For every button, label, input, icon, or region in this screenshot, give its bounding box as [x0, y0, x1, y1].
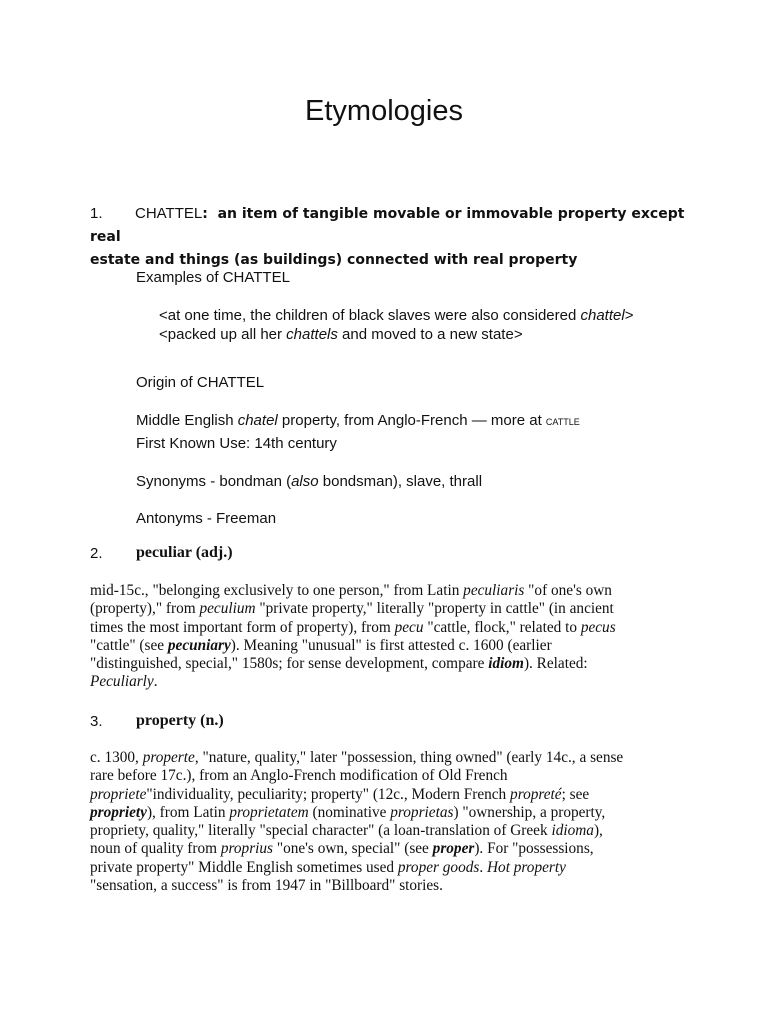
entry-property-heading: property (n.) — [136, 712, 224, 729]
body-line: "distinguished, special," 1580s; for sense development, compare idiom). Related: — [90, 655, 588, 673]
origin-text: Middle English chatel property, from Anglo-French — more at cattle — [136, 412, 580, 429]
entry-number: 1. — [90, 205, 103, 222]
example-sentence: <packed up all her chattels and moved to a new state> — [159, 326, 523, 343]
cross-reference: propriety — [90, 803, 147, 821]
synonyms: Synonyms - bondman (also bondsman), slave, thrall — [136, 473, 483, 490]
body-line: times the most important form of property), from pecu "cattle, flock," related to pecus — [90, 618, 616, 636]
entry-number: 3. — [90, 713, 103, 730]
definition-line: an item of tangible movable or immovable property except real — [90, 206, 685, 245]
cross-reference: proper — [432, 840, 475, 858]
origin-heading: Origin of CHATTEL — [136, 374, 265, 391]
page-title: Etymologies — [305, 95, 463, 127]
body-line: Peculiarly. — [90, 673, 158, 691]
headword: CHATTEL — [135, 205, 203, 222]
examples-heading: Examples of CHATTEL — [136, 269, 290, 286]
body-line: "cattle" (see pecuniary). Meaning "unusual" is first attested c. 1600 (earlier — [90, 636, 552, 654]
cross-reference: cattle — [545, 413, 580, 428]
body-line: propriete"individuality, peculiarity; property" (12c., Modern French propreté; see — [90, 785, 590, 803]
cross-reference: pecuniary — [167, 636, 231, 654]
body-line: propriety, quality," literally "special character" (a loan-translation of Greek idioma), — [90, 822, 603, 840]
entry-peculiar-body — [90, 582, 680, 692]
body-line: c. 1300, properte, "nature, quality," later "possession, thing owned" (early 14c., a sense — [90, 749, 624, 766]
example-sentence: <at one time, the children of black slaves were also considered chattel> — [159, 307, 634, 324]
body-line: rare before 17c.), from an Anglo-French modification of Old French — [90, 767, 508, 785]
body-line: mid-15c., "belonging exclusively to one person," from Latin peculiaris "of one's own — [90, 582, 612, 599]
body-line: noun of quality from proprius "one's own, special" (see proper). For "possessions, — [90, 840, 594, 858]
entry-peculiar-heading: peculiar (adj.) — [136, 544, 233, 561]
entry-chattel-heading: 1. CHATTEL: an item of tangible movable or immovable property except real estate and things (as buildings) connected with real property — [90, 202, 690, 272]
first-known-use: First Known Use: 14th century — [136, 435, 337, 452]
body-line: private property" Middle English sometimes used proper goods. Hot property — [90, 858, 566, 876]
entry-number: 2. — [90, 545, 103, 562]
entry-property-body — [90, 749, 680, 895]
body-line: "sensation, a success" is from 1947 in "Billboard" stories. — [90, 877, 443, 895]
definition-line: estate and things (as buildings) connected with real property — [90, 252, 578, 268]
cross-reference: idiom — [488, 655, 524, 673]
antonyms: Antonyms - Freeman — [136, 510, 277, 527]
body-line: propriety), from Latin proprietatem (nominative proprietas) "ownership, a property, — [90, 803, 606, 821]
body-line: (property)," from peculium "private property," literally "property in cattle" (in ancient — [90, 600, 614, 618]
